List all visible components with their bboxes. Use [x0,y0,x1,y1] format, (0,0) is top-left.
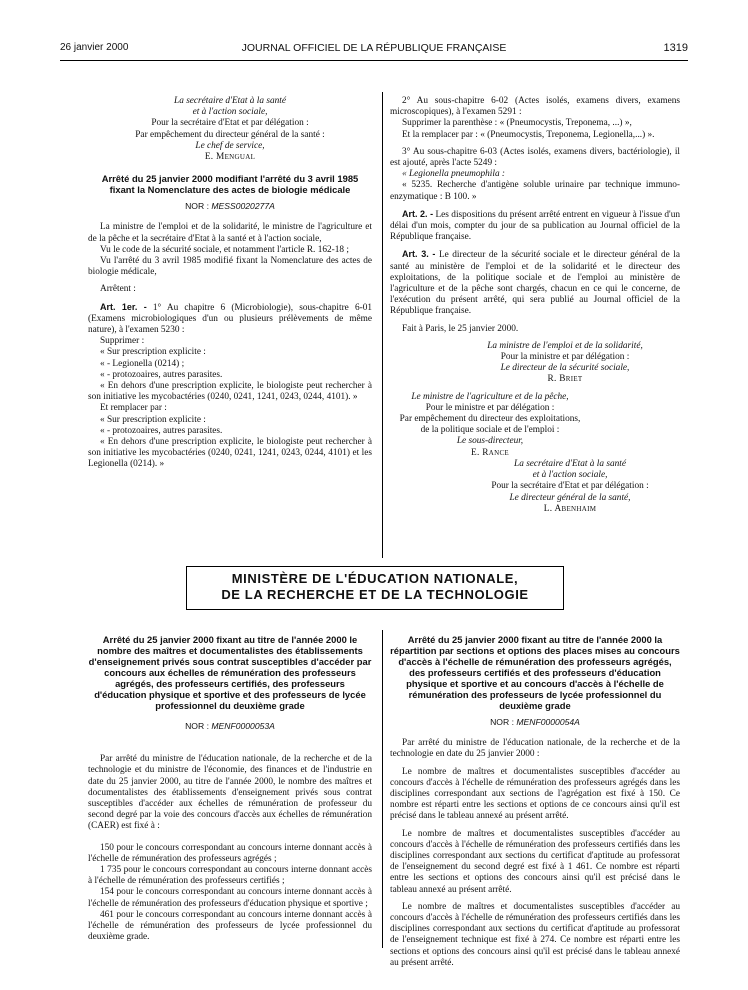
signature-line: Par empêchement du directeur général de la santé : [135,129,325,140]
quoted-line: « - Legionella (0214) ; [100,358,185,369]
top-left-column [88,96,372,471]
bottom-left-column [88,634,372,943]
nor-label: NOR : [490,717,514,727]
nor-reference [390,717,680,728]
article-label: Art. 3. - [402,249,436,260]
signature-line: La secrétaire d'Etat à la santé [514,458,626,469]
signature-line: La secrétaire d'Etat à la santé [174,96,286,106]
arretent-label: Arrêtent : [100,284,136,295]
decree-title: Arrêté du 25 janvier 2000 fixant au titre de l'année 2000 le nombre des maîtres et documentalistes des établissements d'enseignement privés sous contrat susceptibles d'accéder par concours aux échelles de rémunération des professeurs agrégés, des professeurs certifiés, des professeurs d'éducation physique et sportive et des professeurs de lycée professionnel du deuxième grade [88,634,372,711]
nor-label: NOR : [185,201,209,212]
item-2: 2° Au sous-chapitre 6-02 (Actes isolés, examens divers, examens microscopiques), à l'examen 5291 : [390,96,680,118]
signature-line: Pour la secrétaire d'Etat et par délégation : [491,481,649,492]
signature-line: Pour le ministre et par délégation : [425,402,555,413]
article-text: Les dispositions du présent arrêté entrent en vigueur à l'issue d'un délai d'un mois, compter du jour de sa publication au Journal officiel de la République française. [390,209,680,243]
article-label: Art. 2. - [402,208,434,219]
item-2-suppress: Supprimer la parenthèse : « (Pneumocystis, Treponema, ...) », [402,118,632,129]
decree-title: Arrêté du 25 janvier 2000 fixant au titre de l'année 2000 la répartition par sections et options des places mises au concours d'accès à l'échelle de rémunération des professeurs agrégés, des professeurs certifiés et des professeurs d'éducation physique et sportive et au concours d'accès à l'échelle de rémunération des professeurs de lycée professionnel du deuxième grade [390,634,680,711]
quoted-line: « - protozoaires, autres parasites. [100,369,223,380]
quoted-line: « - protozoaires, autres parasites. [100,425,223,436]
article-text: 1° Au chapitre 6 (Microbiologie), sous-chapitre 6-01 (Examens microbiologiques d'un ou plusieurs prélèvements de même nature), à l'examen 5230 : [88,302,372,336]
top-right-column [390,96,680,515]
nor-value: MENF0000053A [211,721,275,731]
item-3-text: « 5235. Recherche d'antigène soluble urinaire par technique immuno-enzymatique : B 100. » [390,180,680,202]
signature-line: Le ministre de l'agriculture et de la pêche, [411,391,569,402]
signature-line: et à l'action sociale, [532,470,608,481]
signature-line: Le directeur de la sécurité sociale, [500,363,630,374]
signature-line: de la politique sociale et de l'emploi : [420,425,560,436]
item-3-heading: « Legionella pneumophila : [402,169,506,180]
article-2 [390,209,680,244]
article-text: Le directeur de la sécurité sociale et le directeur général de la santé au ministère de l'emploi et de la solidarité et le directeur des exploitations, de la politique sociale et de l'emploi au ministère de l'agriculture et de la pêche sont chargés, chacun en ce qui le concerne, de l'exécution du présent arrêté, qui sera publié au Journal officiel de la République française. [390,250,680,317]
body-paragraph: 150 pour le concours correspondant au concours interne donnant accès à l'échelle de rémunération des professeurs agrégés ; [88,842,372,864]
quoted-line: « Sur prescription explicite : [100,347,206,358]
nor-reference [88,201,372,212]
body-paragraph: Le nombre de maîtres et documentalistes susceptibles d'accéder au concours d'accès à l'échelle de rémunération des professeurs agrégés dans les disciplines correspondant aux sections de l'agrégation est fixé à 150. Ce nombre est réparti entre les sections et options de ce concours ainsi qu'il est précisé dans le tableau annexé au présent arrêté. [390,766,680,822]
signature-line: Le directeur général de la santé, [509,492,631,503]
header-journal-title: JOURNAL OFFICIEL DE LA RÉPUBLIQUE FRANÇAISE [241,42,507,54]
signatory-name: E. Mengual [204,152,256,163]
ministry-banner [186,566,564,610]
signature-block-b [390,392,680,459]
quoted-line: « En dehors d'une prescription explicite, le biologiste peut rechercher à son initiative les mycobactéries (0240, 0241, 1241, 0243, 0244, 4101) et les Legionella (0214). » [88,437,372,470]
article-label: Art. 1er. - [100,301,147,312]
column-divider-top [382,92,383,558]
signatory-name: R. Briet [547,374,583,385]
intro-paragraph: La ministre de l'emploi et de la solidarité, le ministre de l'agriculture et de la pêche et la secrétaire d'Etat à la santé et à l'action sociale, [88,222,372,244]
nor-value: MENF0000054A [516,717,580,727]
signature-line: Par empêchement du directeur des exploitations, [399,414,581,425]
body-paragraph: Le nombre de maîtres et documentalistes susceptibles d'accéder au concours d'accès à l'échelle de rémunération des professeurs certifiés dans les disciplines correspondant aux sections du certificat d'aptitude au professorat de l'enseignement du second degré est fixé à 1 461. Ce nombre est réparti entre les sections et options des concours ainsi qu'il est précisé dans le tableau annexé au présent arrêté. [390,828,680,895]
body-paragraph: 461 pour le concours correspondant au concours interne donnant accès à l'échelle de rémunération des professeurs de lycée professionnel du deuxième grade. [88,909,372,943]
replace-label: Et remplacer par : [100,403,167,414]
ministry-name-line-1: MINISTÈRE DE L'ÉDUCATION NATIONALE, [231,571,519,586]
quoted-line: « En dehors d'une prescription explicite, le biologiste peut rechercher à son initiative les mycobactéries (0240, 0241, 1241, 0243, 0244, 4101). » [88,381,372,403]
signatory-name: L. Abenhaim [543,503,597,514]
body-paragraph: 1 735 pour le concours correspondant au concours interne donnant accès à l'échelle de rémunération des professeurs certifiés ; [88,865,372,887]
signature-line: et à l'action sociale, [192,107,268,118]
ministry-name-line-2: DE LA RECHERCHE ET DE LA TECHNOLOGIE [221,587,529,602]
suppress-label: Supprimer : [100,336,145,347]
signature-line: La ministre de l'emploi et de la solidarité, [487,340,643,351]
signature-line: Pour la secrétaire d'Etat et par délégation : [151,118,309,129]
signature-block-a [390,341,680,386]
nor-label: NOR : [185,721,209,731]
signature-block-c [390,459,680,515]
header-date: 26 janvier 2000 [60,42,129,53]
signature-line: Le sous-directeur, [456,436,524,447]
body-paragraph: Par arrêté du ministre de l'éducation nationale, de la recherche et de la technologie en date du 25 janvier 2000 : [390,738,680,760]
item-3: 3° Au sous-chapitre 6-03 (Actes isolés, examens divers, bactériologie), il est ajouté, après l'acte 5249 : [390,146,680,169]
decree-title: Arrêté du 25 janvier 2000 modifiant l'arrêté du 3 avril 1985 fixant la Nomenclature des actes de biologie médicale [101,173,359,196]
signature-block-1 [88,96,372,163]
header-rule [60,60,688,61]
item-2-replace: Et la remplacer par : « (Pneumocystis, Treponema, Legionella,...) ». [402,129,655,140]
nor-reference [88,721,372,732]
body-paragraph: 154 pour le concours correspondant au concours interne donnant accès à l'échelle de rémunération des professeurs d'éducation physique et sportive ; [88,887,372,909]
article-1 [88,302,372,337]
done-at: Fait à Paris, le 25 janvier 2000. [402,323,519,334]
article-3 [390,249,680,317]
signature-line: Le chef de service, [195,140,265,151]
body-paragraph: Le nombre de maîtres et documentalistes susceptibles d'accéder au concours d'accès à l'échelle de rémunération des professeurs certifiés dans les disciplines correspondant aux sections du certificat d'aptitude au professorat de l'enseignement technique est fixé à 274. Ce nombre est réparti entre les sections et options des concours ainsi qu'il est précisé dans le tableau annexé au présent arrêté. [390,901,680,968]
nor-value: MESS0020277A [211,201,275,212]
signature-line: Pour la ministre et par délégation : [500,352,630,363]
running-header [60,42,688,58]
intro-paragraph: Vu le code de la sécurité sociale, et notamment l'article R. 162-18 ; [100,244,349,255]
body-paragraph: Par arrêté du ministre de l'éducation nationale, de la recherche et de la technologie et du ministre de l'économie, des finances et de l'industrie en date du 25 janvier 2000, au titre de l'année 2000, le nombre des maîtres et documentalistes des établissements d'enseignement privés sous contrat susceptibles d'accéder aux échelles de rémunération de professeur du second degré par la voie des concours d'accès aux échelles de rémunération (CAER) est fixé à : [88,754,372,832]
header-page-number: 1319 [663,42,688,54]
signatory-name: E. Rance [471,447,509,458]
bottom-right-column [390,634,680,969]
intro-paragraph: Vu l'arrêté du 3 avril 1985 modifié fixant la Nomenclature des actes de biologie médicale, [88,256,372,278]
quoted-line: « Sur prescription explicite : [100,414,206,425]
column-divider-bottom [382,630,383,948]
